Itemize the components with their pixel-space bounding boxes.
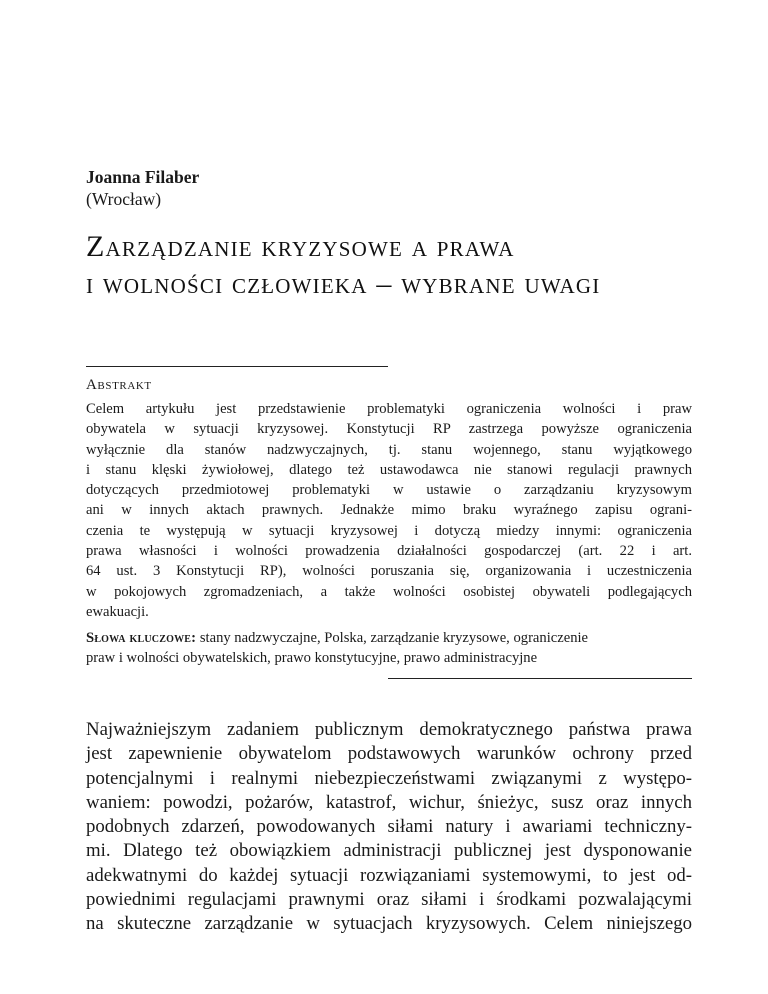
abstract-line: czenia te występują w sytuacji kryzysowej i dotyczą miedzy innymi: ograniczenia	[86, 522, 692, 539]
body-line: Najważniejszym zadaniem publicznym demokratycznego państwa prawa	[86, 719, 692, 740]
abstract-line: w pokojowych zgromadzeniach, a także wolności osobistej obywateli podlegających	[86, 583, 692, 600]
keywords-label: Słowa kluczowe:	[86, 630, 197, 646]
abstract-line: dotyczących przedmiotowej problematyki w ustawie o zarządzaniu kryzysowym	[86, 482, 692, 499]
body-line: mi. Dlatego też obowiązkiem administracji publicznej jest dysponowanie	[86, 840, 692, 862]
abstract-line: ani w innych aktach prawnych. Jednakże mimo braku wyraźnego zapisu ograni-	[86, 502, 692, 519]
body-line: waniem: powodzi, pożarów, katastrof, wichur, śnieżyc, susz oraz innych	[86, 791, 692, 813]
abstract-line: i stanu klęski żywiołowej, dlatego też ustawodawca nie stanowi regulacji prawnych	[86, 461, 692, 478]
keywords-text-2: praw i wolności obywatelskich, prawo konstytucyjne, prawo administracyjne	[86, 650, 538, 667]
keywords-block	[86, 628, 692, 669]
author-name: Joanna Filaber	[86, 167, 200, 187]
title-line-1: Zarządzanie kryzysowe a prawa	[86, 230, 515, 263]
abstract-line: ewakuacji.	[86, 603, 149, 620]
body-line: na skuteczne zarządzanie w sytuacjach kryzysowych. Celem niniejszego	[86, 913, 692, 935]
body-line: jest zapewnienie obywatelom podstawowych warunków ochrony przed	[86, 743, 692, 765]
abstract-heading: Abstrakt	[86, 377, 152, 393]
body-paragraph	[86, 718, 692, 937]
abstract-line: Celem artykułu jest przedstawienie problematyki ograniczenia wolności i praw	[86, 401, 692, 417]
body-line: adekwatnymi do każdej sytuacji rozwiązaniami systemowymi, to jest od-	[86, 864, 692, 886]
keywords-line-1	[86, 628, 692, 648]
abstract-line: wyłącznie dla stanów nadzwyczajnych, tj. stanu wojennego, stanu wyjątkowego	[86, 441, 692, 458]
abstract-line: obywatela w sytuacji kryzysowej. Konstytucji RP zastrzega powyższe ograniczenia	[86, 421, 692, 438]
body-line: powiednimi regulacjami prawnymi oraz siłami i środkami pozwalającymi	[86, 889, 692, 911]
abstract-text	[86, 399, 692, 622]
abstract-line: prawa własności i wolności prowadzenia działalności gospodarczej (art. 22 i art.	[86, 543, 692, 560]
body-line: potencjalnymi i realnymi niebezpieczeństwami związanymi z występo-	[86, 767, 692, 789]
abstract-top-rule	[86, 366, 388, 367]
article-title	[86, 228, 692, 302]
title-line-2: i wolności człowieka – wybrane uwagi	[86, 267, 601, 300]
author-affiliation: (Wrocław)	[86, 189, 162, 209]
article-page	[86, 0, 692, 994]
abstract-line: 64 ust. 3 Konstytucji RP), wolności poruszania się, organizowania i uczestniczenia	[86, 563, 692, 580]
keywords-text-1: stany nadzwyczajne, Polska, zarządzanie kryzysowe, ograniczenie	[196, 630, 589, 646]
abstract-bottom-rule	[388, 678, 692, 679]
author-block	[86, 166, 199, 210]
body-line: podobnych zdarzeń, powodowanych siłami natury i awariami techniczny-	[86, 816, 692, 838]
